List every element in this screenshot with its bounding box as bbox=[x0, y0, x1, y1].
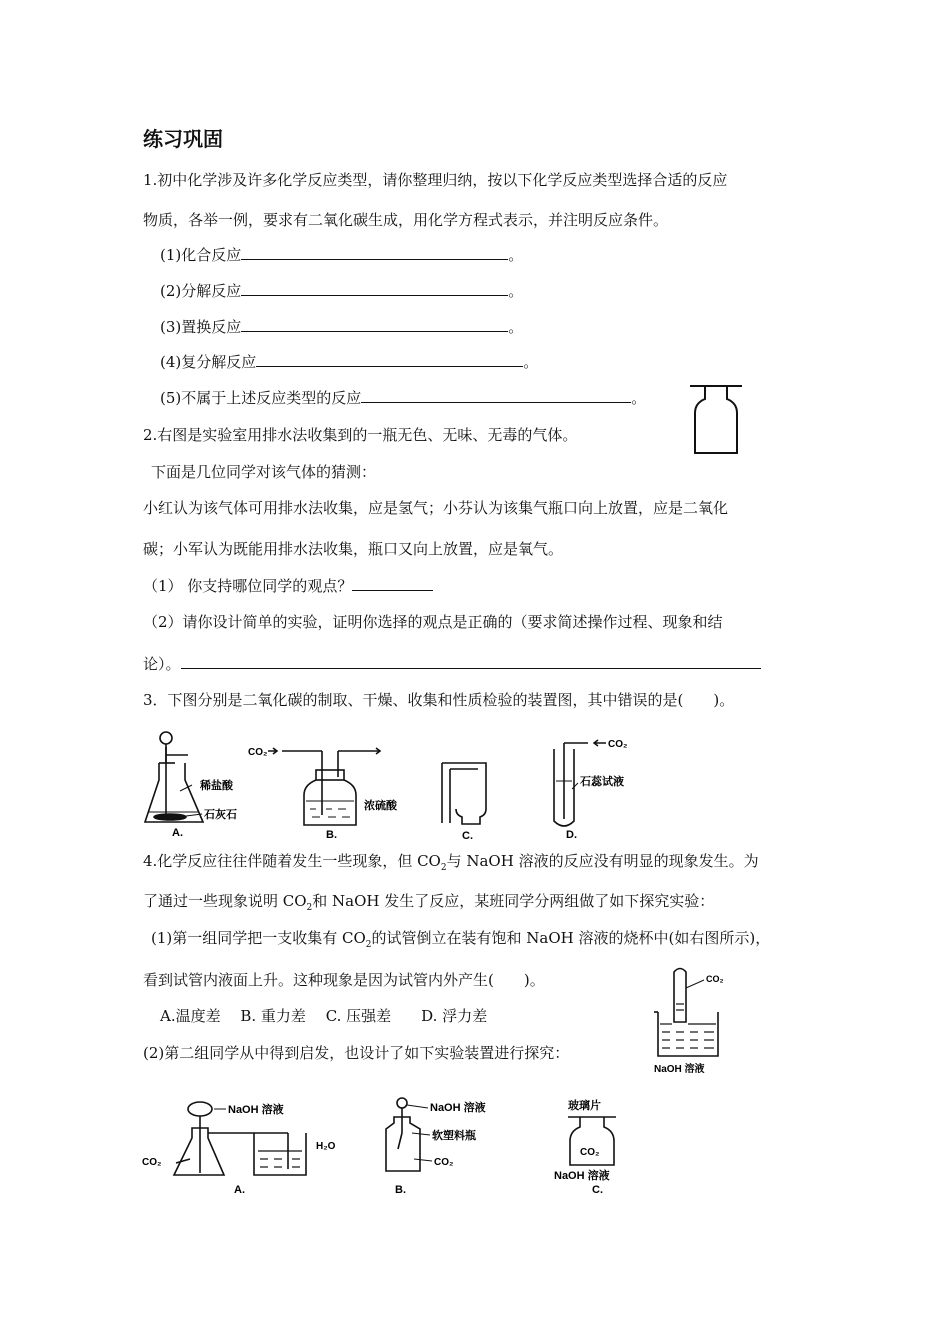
beaker-label-co2: CO₂ bbox=[706, 974, 724, 984]
q4-label-b: B. bbox=[395, 1184, 406, 1196]
q2-line1: 2.右图是实验室用排水法收集到的一瓶无色、无味、无毒的气体。 bbox=[143, 426, 578, 444]
q2-line2: 下面是几位同学对该气体的猜测： bbox=[151, 463, 377, 481]
q2-sub2-line2: 论）。 bbox=[143, 654, 761, 674]
q1-item-3: (3)置换反应 。 bbox=[160, 318, 524, 336]
q4-label-naoh-b: NaOH 溶液 bbox=[430, 1102, 486, 1114]
q2-line4: 碳；小军认为既能用排水法收集，瓶口又向上放置，应是氧气。 bbox=[143, 540, 564, 558]
q1-line2: 物质，各举一例，要求有二氧化碳生成，用化学方程式表示，并注明反应条件。 bbox=[143, 211, 669, 229]
q3-fig-c bbox=[442, 763, 486, 824]
q1-line1: 1.初中化学涉及许多化学反应类型，请你整理归纳，按以下化学反应类型选择合适的反应 bbox=[143, 171, 728, 189]
q4-sub1-line2: 看到试管内液面上升。这种现象是因为试管内外产生( )。 bbox=[143, 971, 545, 989]
beaker-label-naoh: NaOH 溶液 bbox=[654, 1064, 705, 1075]
q4-label-co2-b: CO₂ bbox=[434, 1157, 454, 1168]
q1-item-5: (5)不属于上述反应类型的反应 。 bbox=[160, 389, 647, 407]
q4-label-naoh-c: NaOH 溶液 bbox=[554, 1170, 610, 1182]
label-a: A. bbox=[172, 827, 183, 839]
label-limestone: 石灰石 bbox=[204, 809, 237, 821]
q3-fig-a bbox=[145, 732, 203, 822]
q1-item-1: (1)化合反应 。 bbox=[160, 246, 524, 264]
q2-sub1: （1） 你支持哪位同学的观点？ bbox=[143, 576, 433, 596]
q4-sub1: (1)第一组同学把一支收集有 $CO_2$的试管倒立在装有饱和 NaOH 溶液的烧杯中(如右图所示)， bbox=[151, 929, 771, 950]
label-c: C. bbox=[462, 830, 473, 840]
q4-label-a: A. bbox=[234, 1184, 245, 1196]
q4-label-c: C. bbox=[592, 1184, 603, 1196]
q4-fig-b bbox=[386, 1098, 420, 1171]
q4-options: A.温度差 B. 重力差 C. 压强差 D. 浮力差 bbox=[160, 1007, 488, 1025]
q2-sub2-line1: （2）请你设计简单的实验，证明你选择的观点是正确的（要求简述操作过程、现象和结 bbox=[143, 613, 723, 631]
q4-apparatus-figure bbox=[140, 1093, 660, 1203]
q4-beaker-figure bbox=[648, 962, 738, 1080]
label-conc-h2so4: 浓硫酸 bbox=[364, 800, 397, 812]
q3-line1: 3．下图分别是二氧化碳的制取、干燥、收集和性质检验的装置图，其中错误的是( )。 bbox=[143, 691, 735, 709]
q1-item-4: (4)复分解反应 。 bbox=[160, 353, 539, 371]
beaker-test-tube-figure bbox=[648, 265, 738, 380]
q4-sub2: (2)第二组同学从中得到启发，也设计了如下实验装置进行探究： bbox=[143, 1044, 570, 1062]
label-b: B. bbox=[326, 829, 337, 840]
q3-apparatus-figure bbox=[140, 725, 640, 840]
q4-label-plastic: 软塑料瓶 bbox=[432, 1130, 476, 1142]
q1-item-2: (2)分解反应 。 bbox=[160, 282, 524, 300]
q4-label-co2-c: CO₂ bbox=[580, 1147, 600, 1158]
q4-line2: 了通过一些现象说明 $CO_2$和 NaOH 发生了反应，某班同学分两组做了如下探究实验： bbox=[143, 892, 715, 913]
label-dilute-hcl: 稀盐酸 bbox=[200, 780, 233, 792]
label-d: D. bbox=[566, 829, 577, 840]
q3-fig-b bbox=[268, 748, 380, 825]
label-co2-b: CO₂ bbox=[248, 747, 268, 758]
q2-line3: 小红认为该气体可用排水法收集，应是氢气；小芬认为该集气瓶口向上放置，应是二氧化 bbox=[143, 499, 729, 517]
gas-jar-figure bbox=[686, 383, 746, 461]
label-litmus: 石蕊试液 bbox=[580, 776, 624, 788]
q4-line1: 4.化学反应往往伴随着发生一些现象，但 $CO_2$与 NaOH 溶液的反应没有明显的现象发生。为 bbox=[143, 852, 759, 873]
q4-label-co2-a: CO₂ bbox=[142, 1157, 162, 1168]
q4-label-h2o: H₂O bbox=[316, 1141, 336, 1152]
section-title: 练习巩固 bbox=[143, 127, 223, 151]
q4-label-naoh-a: NaOH 溶液 bbox=[228, 1104, 284, 1116]
q4-label-glass: 玻璃片 bbox=[568, 1100, 601, 1112]
label-co2-d: CO₂ bbox=[608, 739, 628, 750]
